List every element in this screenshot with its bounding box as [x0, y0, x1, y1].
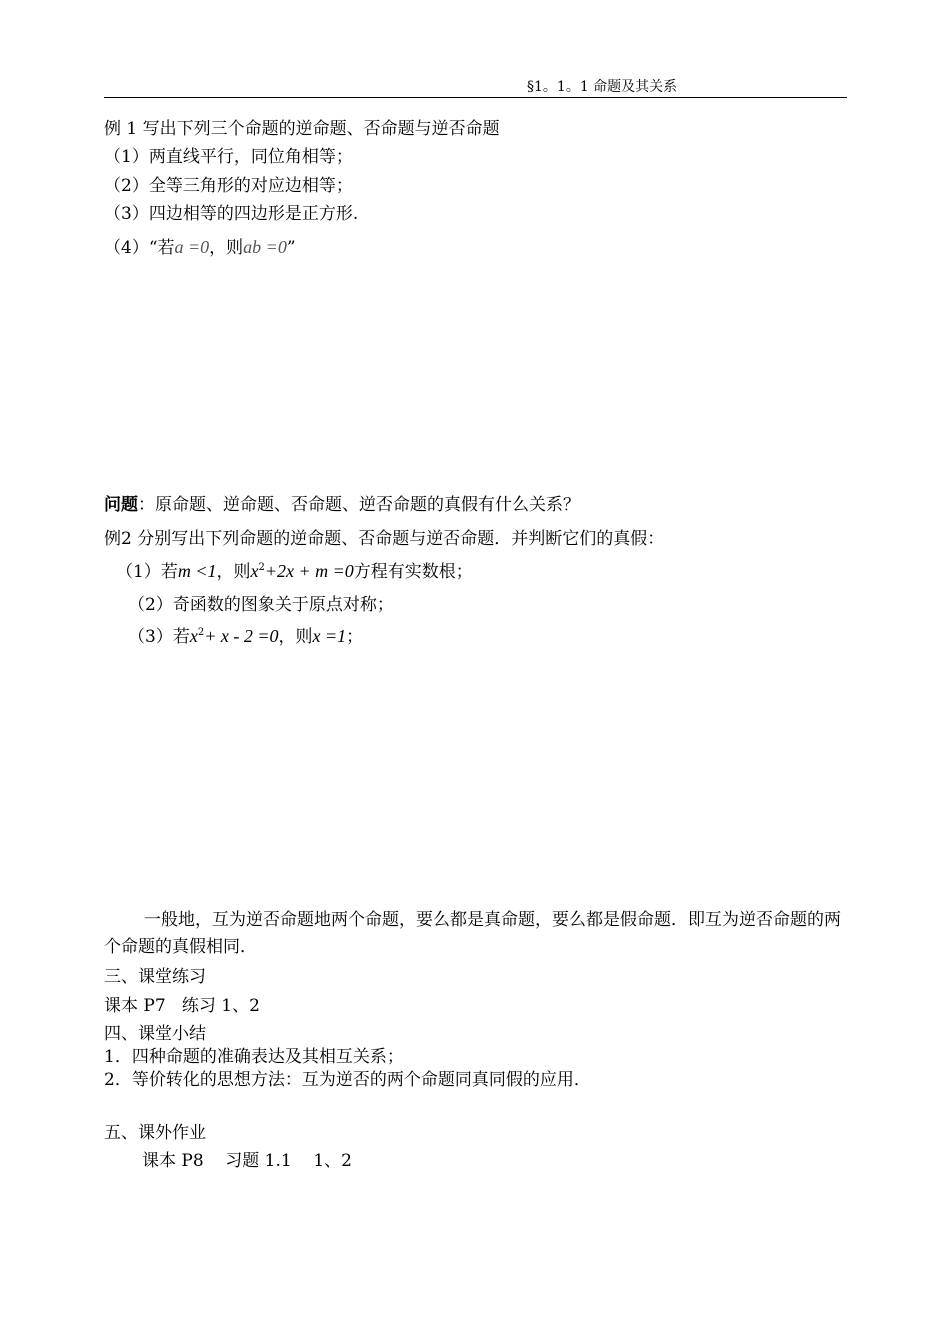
ex2-item1-eq-rest: +2x + m =0 — [264, 561, 354, 581]
section4-heading: 四、课堂小结 — [104, 1024, 206, 1044]
example1-item-3: （3）四边相等的四边形是正方形. — [104, 204, 359, 224]
header-rule — [104, 97, 847, 98]
section3-line: 课本 P7 练习 1、2 — [104, 996, 260, 1016]
ex2-item1-mid: ，则 — [216, 562, 251, 582]
question-line — [104, 494, 580, 516]
section5-heading: 五、课外作业 — [104, 1123, 206, 1143]
example2-title: 例2 分别写出下列命题的逆命题、否命题与逆否命题．并判断它们的真假： — [104, 529, 665, 549]
item4-suffix: ” — [286, 238, 296, 258]
example1-item-4 — [104, 236, 296, 259]
ex2-item1-suffix: 方程有实数根； — [353, 562, 473, 582]
ex2-item3-eq-exponent: 2 — [197, 627, 205, 638]
ex2-item1-condition: m <1 — [177, 561, 217, 581]
question-label: 问题 — [104, 495, 138, 515]
example2-item-1 — [116, 560, 473, 583]
ex2-item3-eq-var: x — [189, 626, 198, 646]
example2-item-2: （2）奇函数的图象关于原点对称； — [128, 595, 394, 615]
page-header: §1。1。1 命题及其关系 — [527, 79, 678, 95]
item4-equation-1: a =0 — [174, 237, 210, 257]
ex2-item1-prefix: （1）若 — [116, 562, 178, 582]
ex2-item3-mid: ，则 — [278, 627, 313, 647]
example1-item-2: （2）全等三角形的对应边相等； — [104, 176, 353, 196]
section5-line: 课本 P8 习题 1.1 1、2 — [142, 1151, 352, 1171]
section3-heading: 三、课堂练习 — [104, 967, 206, 987]
example1-item-1: （1）两直线平行，同位角相等； — [104, 147, 353, 167]
ex2-item3-eq-2: x =1 — [312, 626, 347, 646]
ex2-item3-suffix: ； — [346, 627, 364, 647]
item4-equation-2: ab =0 — [243, 237, 287, 257]
summary-paragraph: 一般地，互为逆否命题地两个命题，要么都是真命题，要么都是假命题．即互为逆否命题的两个命题的真假相同． — [104, 910, 841, 957]
question-text: ：原命题、逆命题、否命题、逆否命题的真假有什么关系？ — [138, 495, 580, 515]
example2-item-3 — [128, 625, 363, 648]
ex2-item1-eq-exponent: 2 — [258, 562, 265, 573]
item4-mid: ，则 — [209, 238, 244, 258]
example1-title: 例 1 写出下列三个命题的逆命题、否命题与逆否命题 — [104, 119, 500, 139]
section4-item-2: 2．等价转化的思想方法：互为逆否的两个命题同真同假的应用． — [104, 1070, 591, 1090]
ex2-item3-eq-rest: + x - 2 =0 — [204, 626, 279, 646]
item4-prefix: （4）“若 — [104, 238, 175, 258]
section4-item-1: 1．四种命题的准确表达及其相互关系； — [104, 1047, 404, 1067]
ex2-item3-prefix: （3）若 — [128, 627, 190, 647]
ex2-item1-eq-var: x — [250, 561, 259, 581]
